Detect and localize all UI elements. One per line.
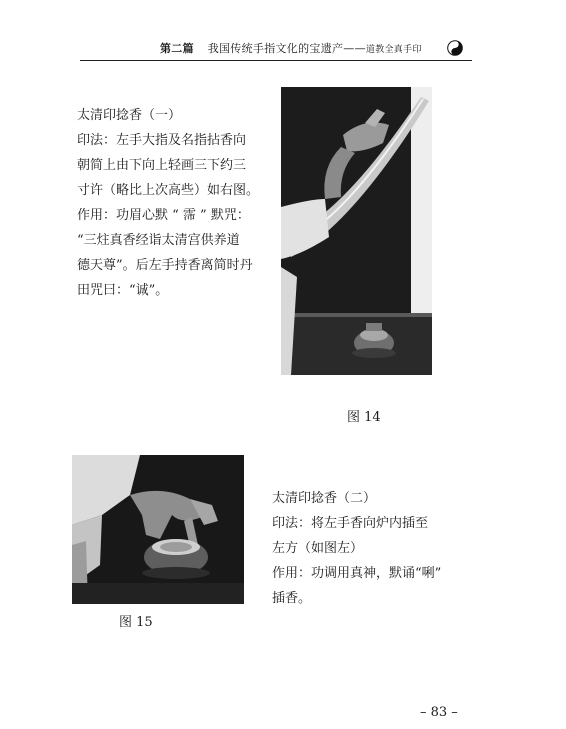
book-subtitle: 道教全真手印 [365, 45, 422, 55]
book-title: 我国传统手指文化的宝遗产—— [207, 42, 366, 55]
figure-15-caption: 图 15 [119, 615, 153, 630]
chapter-label: 第二篇 [160, 42, 194, 55]
section-2-line: 印法：将左手香向炉内插至 [272, 516, 429, 531]
header-rule [80, 60, 472, 61]
section-1-text [77, 103, 259, 303]
section-1-line: 朝简上由下向上轻画三下约三 [77, 158, 247, 173]
figure-14-photo [281, 87, 432, 375]
figure-15-photo [72, 455, 244, 604]
running-header [160, 40, 472, 58]
section-1-line: 田咒曰：“诚”。 [77, 283, 169, 298]
section-2-title: 太清印捻香（二） [272, 491, 377, 506]
figure-14-caption: 图 14 [347, 410, 381, 425]
section-2-text [272, 486, 441, 611]
section-2-line: 作用：功调用真神，默诵“唎” [272, 566, 442, 581]
section-1-line: 寸许（略比上次高些）如右图。 [77, 183, 260, 198]
taiji-icon [447, 40, 463, 56]
section-2-line: 左方（如图左） [272, 541, 364, 556]
section-1-line: 印法：左手大指及名指拈香向 [77, 133, 247, 148]
section-1-line: 德天尊”。后左手持香离简时丹 [77, 258, 253, 273]
section-1-line: “三炷真香经诣太清宫供养道 [77, 233, 240, 248]
section-1-line: 作用：功眉心默 “ 霈 ” 默咒： [77, 208, 250, 223]
section-1-title: 太清印捻香（一） [77, 108, 182, 123]
section-2-line: 插香。 [272, 591, 312, 606]
page-number: – 83 – [420, 705, 458, 720]
